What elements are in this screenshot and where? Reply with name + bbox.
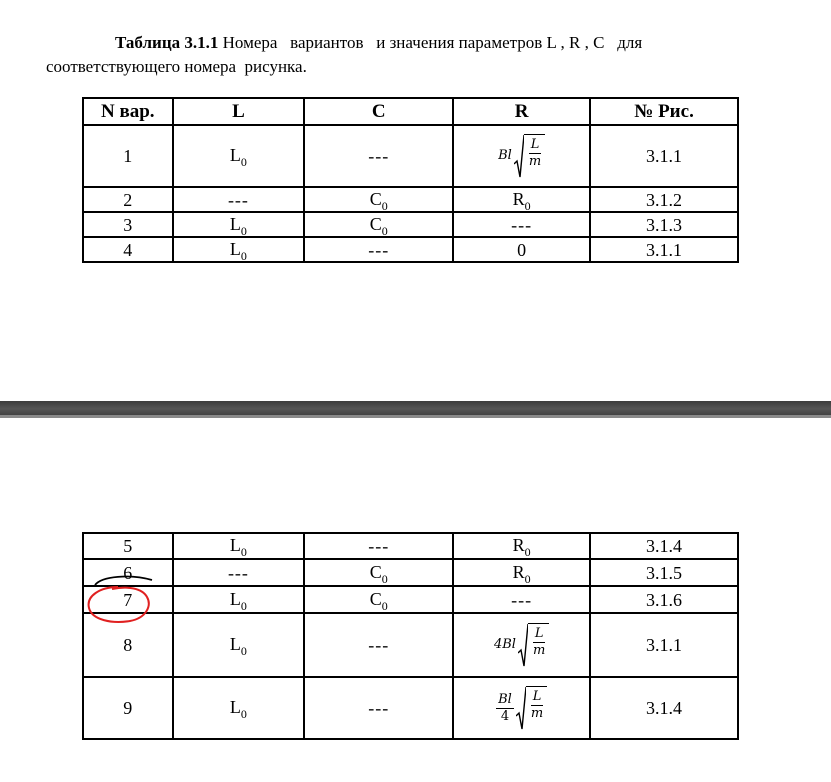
cell-l: $L_0$ xyxy=(173,613,305,677)
cell-figure: 3.1.1 xyxy=(590,237,738,262)
parameters-table-top xyxy=(82,97,739,263)
cell-variant: 9 xyxy=(83,677,173,739)
cell-c: $C_0$ xyxy=(304,559,453,586)
table-header-row xyxy=(83,98,738,125)
cell-figure: 3.1.4 xyxy=(590,533,738,559)
cell-variant: 5 xyxy=(83,533,173,559)
cell-r: $R_0$ xyxy=(453,533,590,559)
cell-c: $C_0$ xyxy=(304,187,453,212)
cell-l: --- xyxy=(173,559,305,586)
cell-c: --- xyxy=(304,125,453,187)
table-row xyxy=(83,559,738,586)
cell-variant: 8 xyxy=(83,613,173,677)
table-row xyxy=(83,677,738,739)
cell-l: --- xyxy=(173,187,305,212)
sqrt-symbol: $\frac{L}{m}$ xyxy=(516,686,547,730)
cell-c: $C_0$ xyxy=(304,212,453,237)
header-r: R xyxy=(453,98,590,125)
page-break-divider xyxy=(0,401,831,418)
cell-r-formula xyxy=(453,613,590,677)
header-c: C xyxy=(304,98,453,125)
cell-c: --- xyxy=(304,237,453,262)
cell-l: $L_0$ xyxy=(173,586,305,613)
table-row xyxy=(83,533,738,559)
cell-variant: 3 xyxy=(83,212,173,237)
cell-r-formula xyxy=(453,677,590,739)
cell-r: --- xyxy=(453,586,590,613)
caption-text: Номера вариантов и значения параметров L , R , C для xyxy=(218,33,643,52)
cell-c: $C_0$ xyxy=(304,586,453,613)
cell-figure: 3.1.1 xyxy=(590,125,738,187)
cell-figure: 3.1.4 xyxy=(590,677,738,739)
cell-variant: 6 xyxy=(83,559,173,586)
cell-figure: 3.1.2 xyxy=(590,187,738,212)
cell-r-formula xyxy=(453,125,590,187)
table-row xyxy=(83,613,738,677)
r-formula: $\frac{Bl}{4}$ $\frac{L}{m}$ xyxy=(496,686,547,730)
header-l: L xyxy=(173,98,305,125)
cell-r: $R_0$ xyxy=(453,559,590,586)
cell-r: 0 xyxy=(453,237,590,262)
parameters-table-continued xyxy=(82,532,739,740)
table-caption xyxy=(46,31,786,79)
cell-variant: 7 xyxy=(83,586,173,613)
table-row xyxy=(83,237,738,262)
table-row xyxy=(83,125,738,187)
table-row xyxy=(83,187,738,212)
table-row xyxy=(83,212,738,237)
cell-l: $L_0$ xyxy=(173,677,305,739)
header-variant: N вар. xyxy=(83,98,173,125)
cell-figure: 3.1.1 xyxy=(590,613,738,677)
cell-c: --- xyxy=(304,677,453,739)
cell-l: $L_0$ xyxy=(173,237,305,262)
cell-l: $L_0$ xyxy=(173,212,305,237)
r-formula: 4Bl $\frac{L}{m}$ xyxy=(494,623,549,667)
cell-r: $R_0$ xyxy=(453,187,590,212)
sqrt-symbol: $\frac{L}{m}$ xyxy=(518,623,549,667)
cell-figure: 3.1.5 xyxy=(590,559,738,586)
header-figure: № Рис. xyxy=(590,98,738,125)
cell-l: $L_0$ xyxy=(173,125,305,187)
cell-variant: 1 xyxy=(83,125,173,187)
cell-c: --- xyxy=(304,533,453,559)
cell-l: $L_0$ xyxy=(173,533,305,559)
caption-text-line2: соответствующего номера рисунка. xyxy=(46,57,307,76)
cell-figure: 3.1.6 xyxy=(590,586,738,613)
cell-variant: 4 xyxy=(83,237,173,262)
cell-c: --- xyxy=(304,613,453,677)
table-row xyxy=(83,586,738,613)
caption-title: Таблица 3.1.1 xyxy=(115,33,219,52)
r-formula: Bl $\frac{L}{m}$ xyxy=(498,134,545,178)
cell-r: --- xyxy=(453,212,590,237)
cell-variant: 2 xyxy=(83,187,173,212)
cell-figure: 3.1.3 xyxy=(590,212,738,237)
sqrt-symbol: $\frac{L}{m}$ xyxy=(514,134,545,178)
